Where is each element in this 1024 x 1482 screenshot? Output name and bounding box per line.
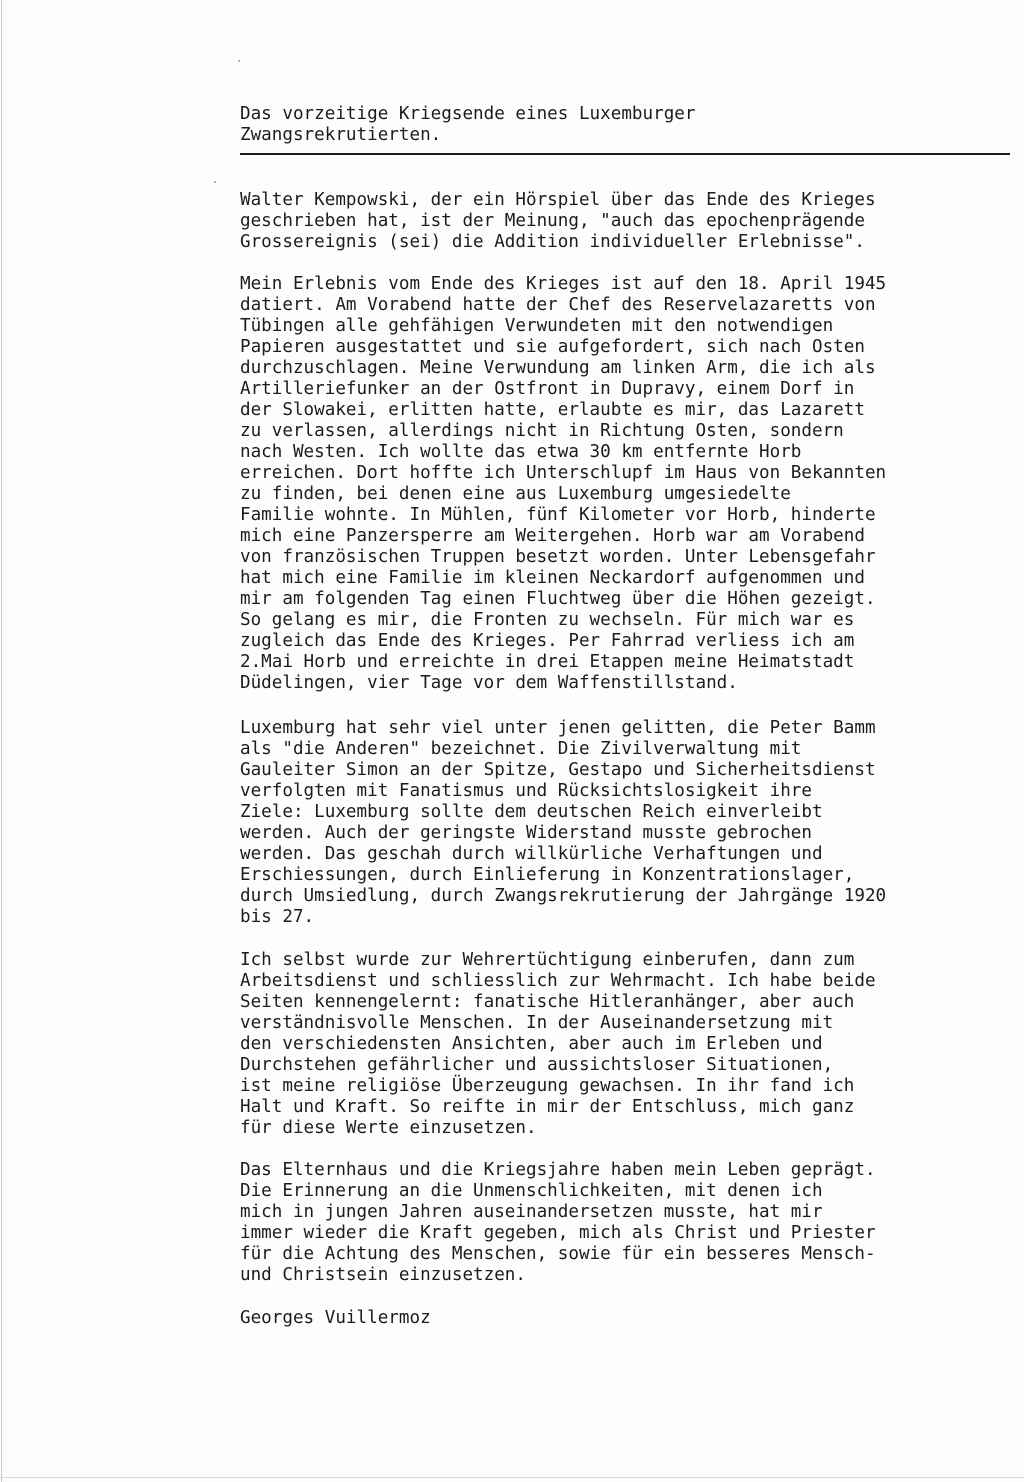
paragraph [240, 274, 886, 694]
title-underline [240, 153, 1010, 155]
text-line: Erschiessungen, durch Einlieferung in Konzentrationslager, [240, 865, 855, 885]
text-line: geschrieben hat, ist der Meinung, "auch das epochenprägende [240, 211, 865, 231]
text-line: für diese Werte einzusetzen. [240, 1118, 537, 1138]
text-line: Das Elternhaus und die Kriegsjahre haben mein Leben geprägt. [240, 1160, 876, 1180]
document-body [240, 104, 1010, 1328]
text-line: durch Umsiedlung, durch Zwangsrekrutierung der Jahrgänge 1920 [240, 886, 887, 906]
text-line: zugleich das Ende des Krieges. Per Fahrrad verliess ich am [240, 631, 855, 651]
text-line: verfolgten mit Fanatismus und Rücksichtslosigkeit ihre [240, 781, 812, 801]
text-line: werden. Das geschah durch willkürliche Verhaftungen und [240, 844, 823, 864]
scan-speck [238, 60, 240, 62]
text-line: Arbeitsdienst und schliesslich zur Wehrmacht. Ich habe beide [240, 971, 876, 991]
text-line: mich eine Panzersperre am Weitergehen. Horb war am Vorabend [240, 526, 865, 546]
text-line: Ich selbst wurde zur Wehrertüchtigung einberufen, dann zum [240, 950, 855, 970]
text-line: Düdelingen, vier Tage vor dem Waffenstillstand. [240, 673, 738, 693]
signature: Georges Vuillermoz [240, 1308, 431, 1328]
paragraph [240, 718, 886, 928]
text-line: Die Erinnerung an die Unmenschlichkeiten, mit denen ich [240, 1181, 823, 1201]
text-line: mich in jungen Jahren auseinandersetzen musste, hat mir [240, 1202, 823, 1222]
text-line: der Slowakei, erlitten hatte, erlaubte es mir, das Lazarett [240, 400, 865, 420]
text-line: ist meine religiöse Überzeugung gewachsen. In ihr fand ich [240, 1076, 855, 1096]
page-bottom-edge [0, 1477, 1024, 1478]
text-line: Familie wohnte. In Mühlen, fünf Kilometer vor Horb, hinderte [240, 505, 876, 525]
text-line: und Christsein einzusetzen. [240, 1265, 526, 1285]
text-line: durchzuschlagen. Meine Verwundung am linken Arm, die ich als [240, 358, 876, 378]
text-line: Luxemburg hat sehr viel unter jenen gelitten, die Peter Bamm [240, 718, 876, 738]
text-line: als "die Anderen" bezeichnet. Die Zivilverwaltung mit [240, 739, 802, 759]
text-line: Ziele: Luxemburg sollte dem deutschen Reich einverleibt [240, 802, 823, 822]
text-line: immer wieder die Kraft gegeben, mich als Christ und Priester [240, 1223, 876, 1243]
text-line: für die Achtung des Menschen, sowie für ein besseres Mensch- [240, 1244, 876, 1264]
text-line: Artilleriefunker an der Ostfront in Dupravy, einem Dorf in [240, 379, 855, 399]
paragraph [240, 950, 876, 1139]
page-left-edge [1, 0, 2, 1482]
text-line: Tübingen alle gehfähigen Verwundeten mit den notwendigen [240, 316, 834, 336]
document-title [240, 104, 1010, 146]
text-line: Seiten kennengelernt: fanatische Hitleranhänger, aber auch [240, 992, 855, 1012]
title-line: Das vorzeitige Kriegsende eines Luxemburger [240, 104, 696, 124]
text-line: Walter Kempowski, der ein Hörspiel über das Ende des Krieges [240, 190, 876, 210]
paragraph [240, 1160, 876, 1286]
text-line: den verschiedensten Ansichten, aber auch im Erleben und [240, 1034, 823, 1054]
text-line: werden. Auch der geringste Widerstand musste gebrochen [240, 823, 812, 843]
text-line: Mein Erlebnis vom Ende des Krieges ist auf den 18. April 1945 [240, 274, 887, 294]
text-line: hat mich eine Familie im kleinen Neckardorf aufgenommen und [240, 568, 865, 588]
text-line: Halt und Kraft. So reifte in mir der Entschluss, mich ganz [240, 1097, 855, 1117]
text-line: mir am folgenden Tag einen Fluchtweg über die Höhen gezeigt. [240, 589, 876, 609]
text-line: verständnisvolle Menschen. In der Auseinandersetzung mit [240, 1013, 834, 1033]
text-line: nach Westen. Ich wollte das etwa 30 km entfernte Horb [240, 442, 802, 462]
scan-speck [214, 181, 216, 183]
text-line: bis 27. [240, 907, 315, 927]
text-line: So gelang es mir, die Fronten zu wechseln. Für mich war es [240, 610, 855, 630]
text-line: Grossereignis (sei) die Addition individueller Erlebnisse". [240, 232, 865, 252]
text-line: datiert. Am Vorabend hatte der Chef des Reservelazaretts von [240, 295, 876, 315]
text-line: Durchstehen gefährlicher und aussichtsloser Situationen, [240, 1055, 834, 1075]
text-line: Gauleiter Simon an der Spitze, Gestapo und Sicherheitsdienst [240, 760, 876, 780]
text-line: zu finden, bei denen eine aus Luxemburg umgesiedelte [240, 484, 791, 504]
title-line: Zwangsrekrutierten. [240, 125, 442, 145]
text-line: Papieren ausgestattet und sie aufgefordert, sich nach Osten [240, 337, 865, 357]
text-line: zu verlassen, allerdings nicht in Richtung Osten, sondern [240, 421, 844, 441]
text-line: 2.Mai Horb und erreichte in drei Etappen meine Heimatstadt [240, 652, 855, 672]
paragraph [240, 190, 876, 253]
text-line: von französischen Truppen besetzt worden. Unter Lebensgefahr [240, 547, 876, 567]
text-line: erreichen. Dort hoffte ich Unterschlupf im Haus von Bekannten [240, 463, 887, 483]
